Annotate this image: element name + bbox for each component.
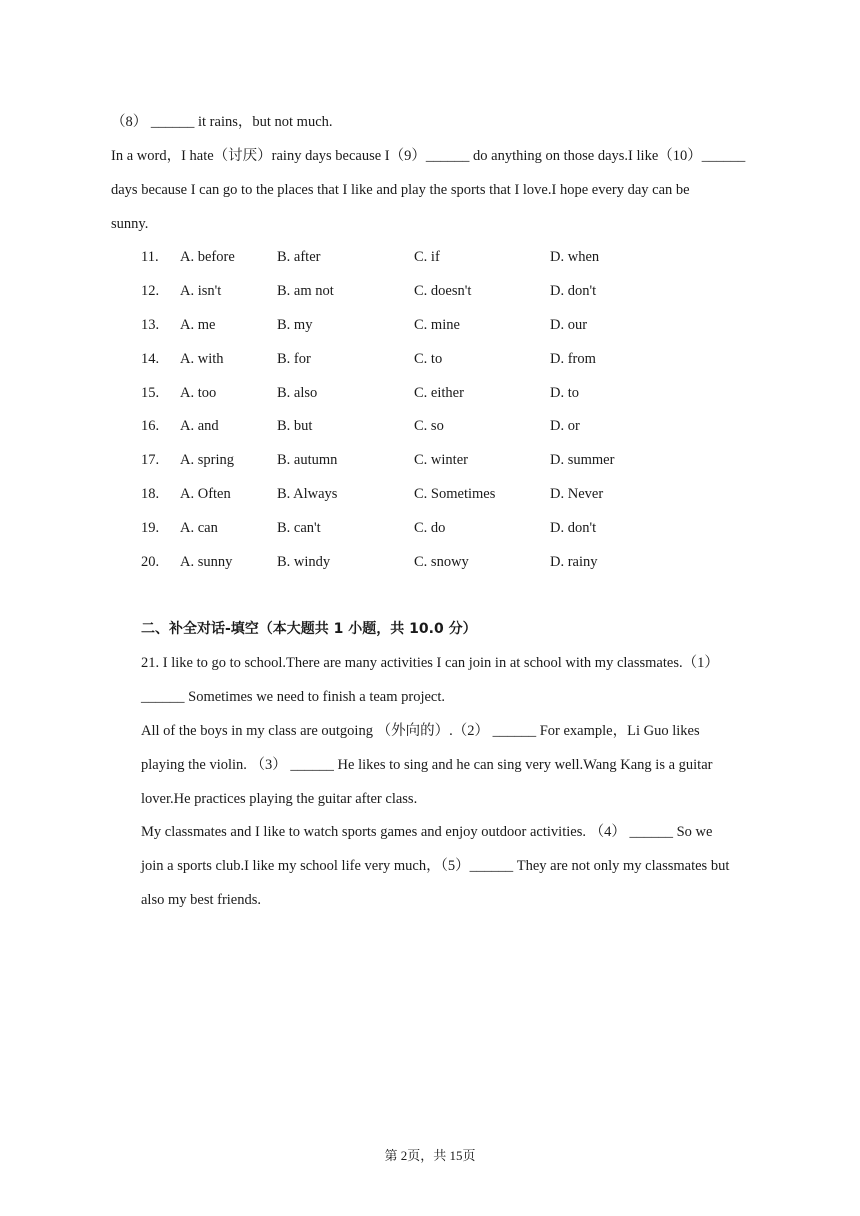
option-b: B. autumn	[277, 452, 338, 468]
option-a: A. isn't	[180, 283, 222, 299]
option-c: C. doesn't	[414, 283, 472, 299]
passage-line: days because I can go to the places that I like and play the sports that I love.I hope every day can be	[111, 182, 690, 198]
question-number: 11.	[141, 249, 159, 265]
passage-line: In a word，I hate（讨厌）rainy days because I（9）______ do anything on those days.I like（10）______	[111, 148, 746, 164]
question-number: 14.	[141, 351, 160, 367]
option-d: D. from	[550, 351, 596, 367]
option-b: B. windy	[277, 554, 331, 570]
option-b: B. but	[277, 418, 313, 434]
option-a: A. before	[180, 249, 235, 265]
option-c: C. Sometimes	[414, 486, 496, 502]
option-c: C. so	[414, 418, 444, 434]
option-row	[0, 349, 860, 369]
option-b: B. can't	[277, 520, 321, 536]
dialog-line: lover.He practices playing the guitar after class.	[141, 791, 418, 807]
option-b: B. my	[277, 317, 313, 333]
option-row	[0, 247, 860, 267]
option-a: A. with	[180, 351, 224, 367]
question-number: 13.	[141, 317, 160, 333]
option-d: D. our	[550, 317, 588, 333]
option-d: D. rainy	[550, 554, 598, 570]
question-number: 15.	[141, 385, 160, 401]
option-d: D. don't	[550, 520, 597, 536]
question-number: 18.	[141, 486, 160, 502]
option-a: A. Often	[180, 486, 231, 502]
option-d: D. to	[550, 385, 579, 401]
dialog-line: join a sports club.I like my school life very much，（5）______ They are not only my classmates but	[141, 858, 730, 874]
question-number: 17.	[141, 452, 160, 468]
option-d: D. or	[550, 418, 580, 434]
option-c: C. mine	[414, 317, 460, 333]
option-c: C. if	[414, 249, 440, 265]
option-c: C. do	[414, 520, 446, 536]
passage-line: （8） ______ it rains，but not much.	[111, 114, 333, 130]
question-number: 19.	[141, 520, 160, 536]
question-number: 16.	[141, 418, 160, 434]
passage-line: sunny.	[111, 216, 149, 232]
option-a: A. me	[180, 317, 216, 333]
option-d: D. don't	[550, 283, 597, 299]
option-c: C. winter	[414, 452, 468, 468]
option-a: A. sunny	[180, 554, 233, 570]
option-a: A. can	[180, 520, 218, 536]
option-d: D. when	[550, 249, 600, 265]
option-a: A. too	[180, 385, 217, 401]
section-heading: 二、补全对话-填空（本大题共 1 小题，共 10.0 分）	[141, 621, 477, 637]
option-row	[0, 315, 860, 335]
option-d: D. Never	[550, 486, 604, 502]
option-row	[0, 416, 860, 436]
dialog-line: My classmates and I like to watch sports games and enjoy outdoor activities. （4） ______ So we	[141, 824, 713, 840]
option-c: C. either	[414, 385, 464, 401]
dialog-line: also my best friends.	[141, 892, 262, 908]
option-row	[0, 383, 860, 403]
option-row	[0, 450, 860, 470]
option-d: D. summer	[550, 452, 615, 468]
option-b: B. for	[277, 351, 311, 367]
dialog-line: All of the boys in my class are outgoing （外向的）.（2） ______ For example，Li Guo likes	[141, 723, 700, 739]
option-b: B. am not	[277, 283, 334, 299]
dialog-line: playing the violin. （3） ______ He likes to sing and he can sing very well.Wang Kang is a guitar	[141, 757, 713, 773]
option-row	[0, 552, 860, 572]
question-number: 12.	[141, 283, 160, 299]
option-b: B. Always	[277, 486, 338, 502]
option-row	[0, 484, 860, 504]
option-row	[0, 518, 860, 538]
option-row	[0, 281, 860, 301]
dialog-line: 21. I like to go to school.There are many activities I can join in at school with my classmates.（1）	[141, 655, 719, 671]
option-a: A. spring	[180, 452, 234, 468]
option-c: C. snowy	[414, 554, 469, 570]
option-c: C. to	[414, 351, 443, 367]
option-b: B. after	[277, 249, 321, 265]
page-number: 第 2页，共 15页	[384, 1148, 476, 1163]
option-a: A. and	[180, 418, 219, 434]
option-b: B. also	[277, 385, 318, 401]
dialog-line: ______ Sometimes we need to finish a team project.	[141, 689, 446, 705]
question-number: 20.	[141, 554, 160, 570]
